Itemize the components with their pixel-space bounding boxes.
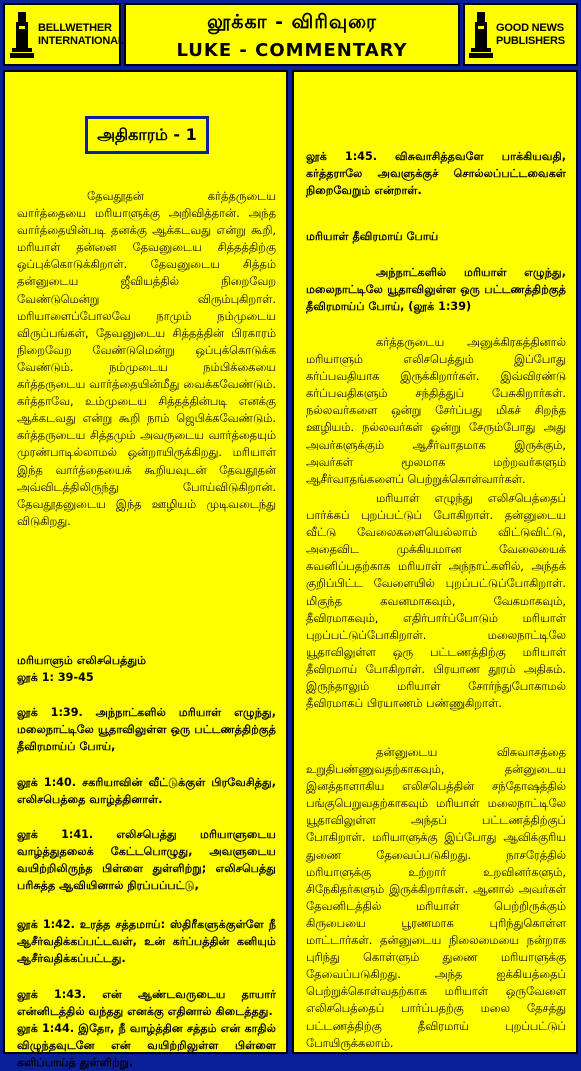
paragraph-text: தன்னுடைய விசுவாசத்தை உறுதிபண்ணுவதற்காகவும், தன்னுடைய இனத்தாளாகிய எலிசபெத்தின் சந்தோஷத்தில் பங்குபெறுவதற்காகவும் மரியாள் மலைநாட்டிலே யூதாவிலுள்ள அந்தப் பட்டணத்திற்குப் போகிறாள். மரியாளுக்கு இப்போது ஆவிக்குரிய துணை தேவைப்படுகிறது. நாசரேத்தில் மரியாளுக்கு உற்றார் உறவினர்களும், சிநேகிதர்களும் இருக்கிறார்கள். ஆனால் அவர்கள் தேவனிடத்தில் மரியாள் பெற்றிருக்கும் கிருபையை பூரணமாக புரிந்துகொள்ள மாட்டார்கள். தன்னுடைய நிலைமையை நன்றாக புரிந்து கொள்ளும் துணை மரியாளுக்கு தேவைப்படுகிறது. அந்த ஐக்கியத்தைப் பெற்றுக்கொள்வதற்காக மரியாள் ஒருவேளை எலிசபெத்தைப் பார்ப்பதற்கு மலை தேசத்து பட்டணத்திற்கு தீவிரமாய் புறப்பட்டுப் போயிருக்கலாம்.: [306, 745, 566, 1050]
verse-text: லூக் 1:43. என் ஆண்டவருடைய தாயார் என்னிடத்தில் வந்தது எனக்கு எதினால் கிடைத்தது.: [17, 988, 276, 1018]
intro-paragraph: தேவதூதன் கர்த்தருடைய வார்த்தையை மரியாளுக்கு அறிவித்தான். அந்த வார்த்தையின்படி தனக்கு ஆக்கடவது என்று கூறி, மரியாள் தன்னை தேவனுடைய சித்தத்திற்கு ஒப்புக்கொடுக்கிறாள். தேவனுடைய சித்தம் தன்னுடைய ஜீவியத்தில் நிறைவேற வேண்டுமென்று விரும்புகிறாள். மரியாளைப்போலவே நாமும் நம்முடைய விருப்பங்கள், தேவனுடைய சித்தத்தின் பிரகாரம் நிறைவேற வேண்டுமென்று ஒப்புக்கொடுக்க வேண்டும். நம்முடைய நம்பிக்கையை கர்த்தருடைய வார்த்தையின்மீது வைக்கவேண்டும். கர்த்தாவே, உம்முடைய சித்தத்தின்படி எனக்கு ஆக்கடவது என்று கூறி நாம் ஜெபிக்கவேண்டும். கர்த்தருடைய சித்தமும் அவருடைய வார்த்தையும் முரண்பாடில்லாமல் ஒன்றாயிருக்கிறது. மரியாள் இந்த வார்த்தையைக் கூறியவுடன் தேவதூதன் அவ்விடத்திலிருந்து போய்விடுகிறான். தேவதூதனுடைய இந்த ஊழியம் முடிவடைந்து விடுகிறது.: [17, 189, 276, 528]
verse-1-40: [17, 774, 276, 808]
title-tamil: லூக்கா - விரிவுரை: [207, 11, 377, 33]
intro-text-block: [17, 188, 276, 530]
logo-line-2: PUBLISHERS: [496, 34, 565, 47]
good-news-logo-text: [496, 22, 565, 48]
verse-1-39: [17, 704, 276, 755]
title-box: [124, 3, 460, 66]
verse-1-41: [17, 826, 276, 894]
section-reference: லூக் 1: 39-45: [17, 671, 94, 684]
verse-text: லூக் 1:45. விசுவாசித்தவளே பாக்கியவதி, கர்த்தராலே அவளுக்குச் சொல்லப்பட்டவைகள் நிறைவேறும் என்றாள்.: [306, 150, 566, 197]
good-news-logo-box: [463, 3, 578, 66]
paragraph-2: [306, 490, 566, 712]
book-stand-icon: [9, 10, 35, 60]
verse-text: லூக் 1:39. அந்நாட்களில் மரியாள் எழுந்து, மலைநாட்டிலே யூதாவிலுள்ள ஒரு பட்டணத்திற்குத் தீவிரமாய்ப் போய்,: [17, 706, 276, 753]
chapter-heading: அதிகாரம் - 1: [85, 116, 209, 154]
paragraph-3: [306, 744, 566, 1052]
verse-text: லூக் 1:44. இதோ, நீ வாழ்த்தின சத்தம் என் காதில் விழுந்தவுடனே என் வயிற்றிலுள்ள பிள்ளை களிப்பாய்த் துள்ளிற்று.: [17, 1022, 276, 1069]
book-stand-icon: [469, 10, 493, 60]
verse-text: லூக் 1:42. உரத்த சத்தமாய்: ஸ்திரீகளுக்குள்ளே நீ ஆசீர்வதிக்கப்பட்டவள், உன் கர்ப்பத்தின் கனியும் ஆசீர்வதிக்கப்பட்டது.: [17, 918, 276, 965]
verse-1-44: [17, 1020, 276, 1071]
section-heading: [17, 652, 276, 686]
logo-line-1: GOOD NEWS: [496, 21, 564, 34]
paragraph-text: கர்த்தருடைய அனுக்கிரகத்தினால் மரியாளும் எலிசபெத்தும் இப்போது கர்ப்பவதியாக இருக்கிறார்கள். இவ்விரண்டு கர்ப்பவதிகளும் சந்தித்துப் பேசுகிறார்கள். நல்லவர்களை ஒன்று சேர்ப்பது மிகச் சிறந்த ஊழியம். நல்லவர்கள் ஒன்று சேரும்போது அது அவர்களுக்கும் ஆசீர்வாதமாக இருக்கும், அவர்கள் மூலமாக மற்றவர்களும் ஆசீர்வாதங்களைப் பெற்றுக்கொள்வார்கள்.: [306, 335, 566, 486]
logo-line-1: BELLWETHER: [38, 21, 112, 34]
verse-text: லூக் 1:40. சகரியாவின் வீட்டுக்குள் பிரவேசித்து, எலிசபெத்தை வாழ்த்தினாள்.: [17, 776, 276, 806]
verse-text: லூக் 1:41. எலிசபெத்து மரியாளுடைய வாழ்த்துதலைக் கேட்டபொழுது, அவளுடைய வயிற்றிலிருந்த பிள்ளை துள்ளிற்று; எலிசபெத்து பரிசுத்த ஆவியினால் நிரப்பப்பட்டு,: [17, 828, 276, 892]
verse-1-42: [17, 916, 276, 967]
title-english: LUKE - COMMENTARY: [176, 40, 408, 61]
right-column: [292, 70, 578, 1054]
quoted-verse-text: அந்நாட்களில் மரியாள் எழுந்து, மலைநாட்டிலே யூதாவிலுள்ள ஒரு பட்டணத்திற்குத் தீவிரமாய்ப் போய், (லூக் 1:39): [306, 266, 566, 313]
quoted-verse: [306, 264, 566, 315]
bellwether-logo-text: [38, 22, 124, 48]
subheading: [306, 228, 566, 245]
bellwether-logo-box: [3, 3, 125, 66]
section-title: மரியாளும் எலிசபெத்தும்: [17, 654, 147, 667]
left-column: [3, 70, 288, 1069]
paragraph-text: மரியாள் எழுந்து எலிசபெத்தைப் பார்க்கப் புறப்பட்டுப் போகிறாள். தன்னுடைய வீட்டு வேலைகளையெல்லாம் விட்டுவிட்டு, அதைவிட முக்கியமான வேலையைக் கவனிப்பதற்காக மரியாள் அந்நாட்களில், அந்தக் குறிப்பிட்ட வேளையில் புறப்பட்டுப்போகிறாள். மிகுந்த கவனமாகவும், வேகமாகவும், தீவிரமாகவும், எதிர்பார்ப்போடும் மரியாள் புறப்பட்டுப்போகிறாள். மலைநாட்டிலே யூதாவிலுள்ள ஒரு பட்டணத்திற்கு மரியாள் தீவிரமாய் போகிறாள். பிரயாண தூரம் அதிகம். இருந்தாலும் மரியாள் சோர்ந்துபோகாமல் தீவிரமாகப் பிரயாணம் பண்ணுகிறாள்.: [306, 491, 566, 711]
verse-1-45: [306, 148, 566, 199]
subheading-text: மரியாள் தீவிரமாய் போய்: [306, 230, 439, 243]
logo-line-2: INTERNATIONAL: [38, 34, 125, 47]
paragraph-1: [306, 334, 566, 488]
verse-1-43: [17, 986, 276, 1020]
